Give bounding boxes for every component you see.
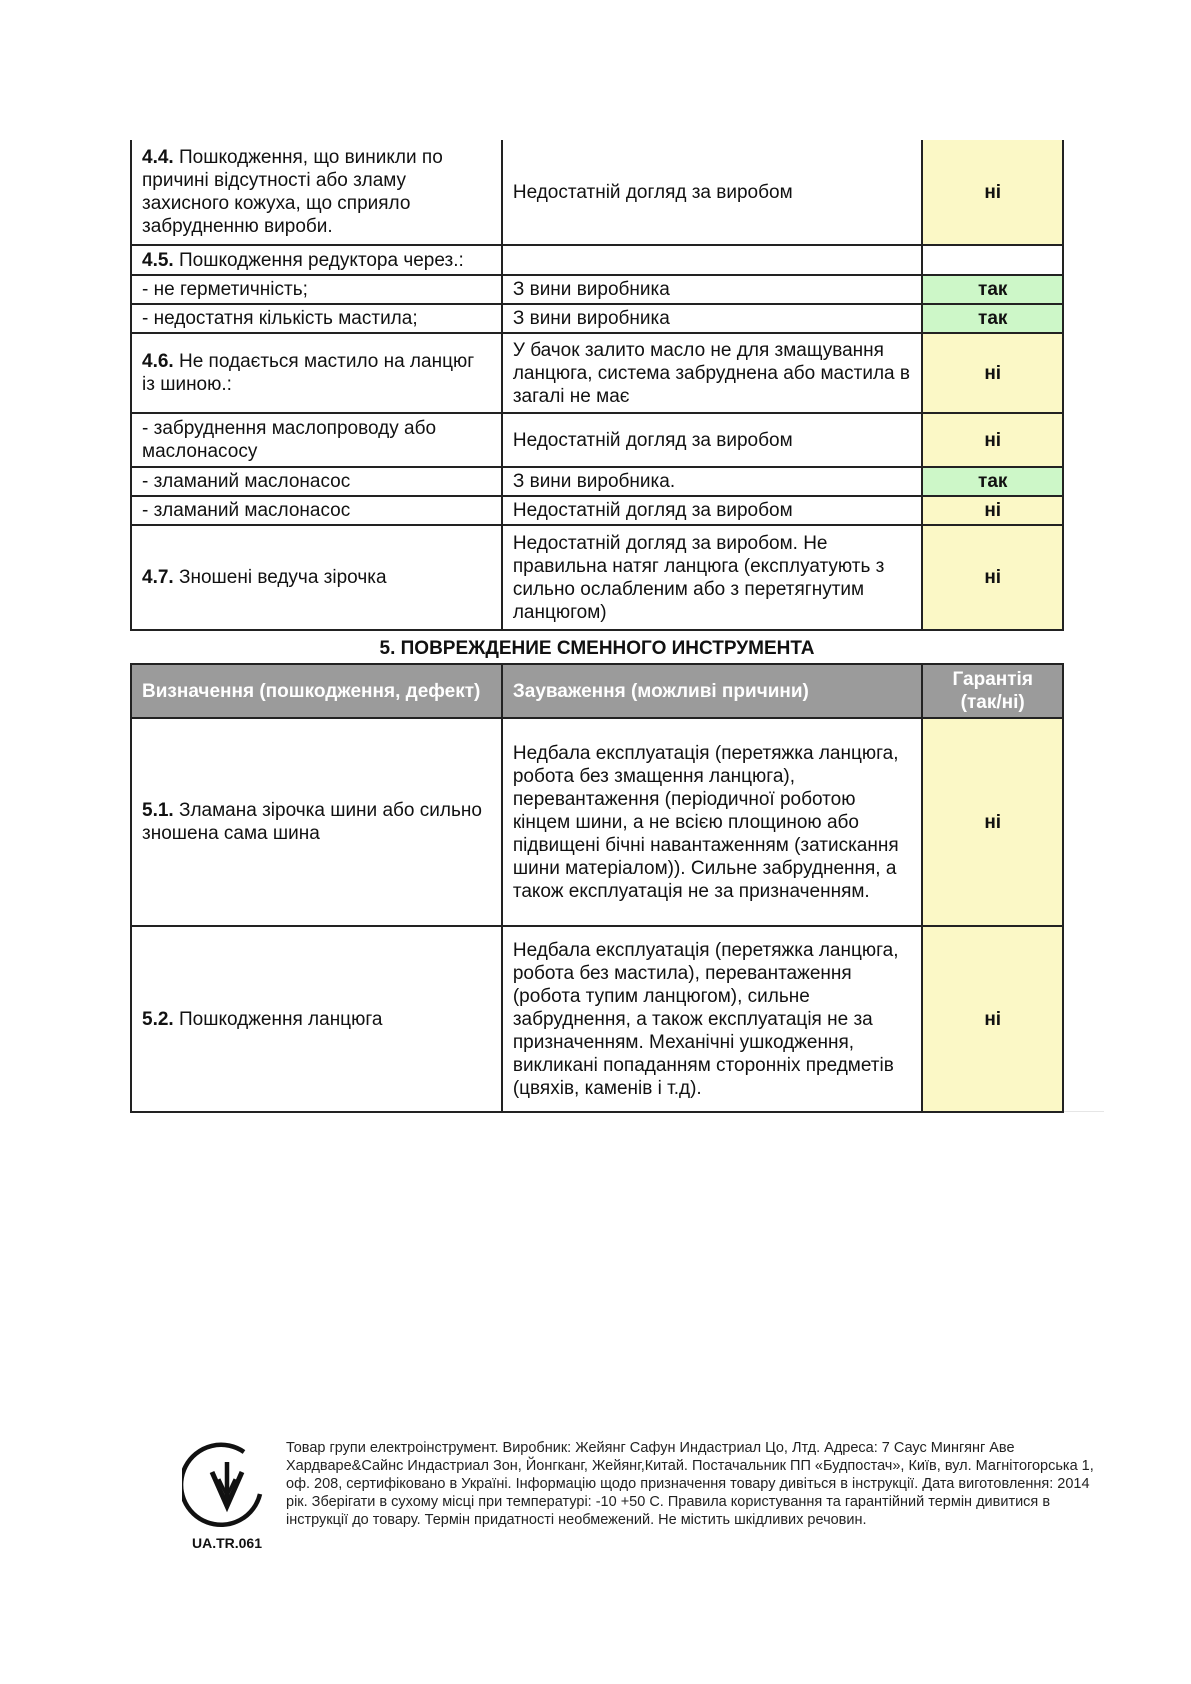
remark-cell: Недостатній догляд за виробом	[502, 140, 923, 245]
defect-cell	[131, 926, 502, 1112]
defect-text: Пошкодження ланцюга	[173, 1008, 383, 1030]
defect-cell	[131, 718, 502, 926]
table-row	[131, 140, 1063, 245]
warranty-cell: так	[922, 304, 1063, 333]
warranty-cell: ні	[922, 926, 1063, 1112]
remark-cell: Недостатній догляд за виробом. Не правильна натяг ланцюга (експлуатують з сильно ослабленим або з перетягнутим ланцюгом)	[502, 525, 923, 630]
footer-text: Товар групи електроінструмент. Виробник: Жейянг Сафун Индастриал Цо, Лтд. Адреса: 7 Саус Мингянг Аве Хардваре&Сайнс Индастриал Зон, Йонгканг, Жейянг,Китай. Постачальник ПП «Будпостач», Київ, вул. Магнітогорська 1, оф. 208, сертифіковано в Україні. Інформацію щодо призначення товару дивіться в інструкції. Дата виготовлення: 2014 рік. Зберігати в сухому місці при температурі: -10 +50 С. Правила користування та гарантійний термін дивитися в інструкції до товару. Термін придатності необмежений. Не містить шкідливих речовин.	[286, 1440, 1094, 1528]
header-remarks: Зауваження (можливі причини)	[502, 664, 923, 718]
header-warranty: Гарантія (так/ні)	[922, 664, 1063, 718]
item-number: 4.7.	[142, 567, 174, 588]
defect-cell	[131, 525, 502, 630]
defect-text: Зламана зірочка шини або сильно зношена сама шина	[142, 800, 482, 844]
table-row	[131, 275, 1063, 304]
warranty-cell: ні	[922, 333, 1063, 413]
table-row	[131, 926, 1063, 1112]
defect-cell	[131, 245, 502, 275]
item-number: 4.5.	[142, 249, 174, 271]
warranty-cell: ні	[922, 525, 1063, 630]
defect-cell	[131, 333, 502, 413]
remark-cell: З вини виробника	[502, 304, 923, 333]
warranty-cell: ні	[922, 496, 1063, 525]
defect-cell: - не герметичність;	[131, 275, 502, 304]
warranty-cell: ні	[922, 413, 1063, 467]
divider	[1064, 1111, 1104, 1112]
warranty-cell: так	[922, 275, 1063, 304]
item-number: 4.6.	[142, 351, 174, 372]
remark-cell: Недостатній догляд за виробом	[502, 413, 923, 467]
item-number: 5.1.	[142, 800, 174, 821]
warranty-cell: ні	[922, 718, 1063, 926]
table-header-row	[131, 664, 1063, 718]
item-number: 4.4.	[142, 147, 174, 168]
item-number: 5.2.	[142, 1008, 174, 1030]
table-row	[131, 333, 1063, 413]
table-row	[131, 718, 1063, 926]
table-row	[131, 304, 1063, 333]
defect-text: Пошкодження редуктора через.:	[173, 249, 464, 271]
ukr-certification-logo	[182, 1434, 272, 1554]
remark-cell	[502, 245, 923, 275]
table-row	[131, 467, 1063, 496]
defect-cell: - зламаний маслонасос	[131, 496, 502, 525]
warranty-cell	[922, 245, 1063, 275]
defect-cell: - недостатня кількість мастила;	[131, 304, 502, 333]
remark-cell: Недбала експлуатація (перетяжка ланцюга, робота без змащення ланцюга), перевантаження (періодичної роботою кінцем шини, а не всією площиною або підвищені бічні навантаженням (затискання шини матеріалом)). Сильне забруднення, а також експлуатація не за призначенням.	[502, 718, 923, 926]
table-row	[131, 525, 1063, 630]
remark-cell: З вини виробника.	[502, 467, 923, 496]
defect-text: Зношені ведуча зірочка	[173, 567, 387, 588]
remark-cell: Недбала експлуатація (перетяжка ланцюга, робота без мастила), перевантаження (робота тупим ланцюгом), сильне забруднення, а також експлуатація не за призначенням. Механічні ушкодження, викликані попаданням сторонніх предметів (цвяхів, каменів і т.д).	[502, 926, 923, 1112]
table-row	[131, 245, 1063, 275]
defects-table-section5	[130, 663, 1064, 1113]
defect-cell: - зламаний маслонасос	[131, 467, 502, 496]
remark-cell: Недостатній догляд за виробом	[502, 496, 923, 525]
defect-text: Пошкодження, що виникли по причині відсутності або зламу захисного кожуха, що сприяло забрудненню вироби.	[142, 147, 443, 237]
remark-cell: У бачок залито масло не для змащування ланцюга, система забруднена або мастила в загалі не має	[502, 333, 923, 413]
warranty-cell: так	[922, 467, 1063, 496]
defect-text: Не подається мастило на ланцюг із шиною.:	[142, 351, 475, 395]
conformity-mark-icon	[182, 1434, 272, 1554]
defects-table-section4	[130, 140, 1064, 631]
defect-cell	[131, 140, 502, 245]
warranty-cell: ні	[922, 140, 1063, 245]
cert-mark-label: UA.TR.061	[191, 1535, 263, 1551]
defect-cell: - забруднення маслопроводу або маслонасосу	[131, 413, 502, 467]
section-title: 5. ПОВРЕЖДЕНИЕ СМЕННОГО ИНСТРУМЕНТА	[379, 638, 815, 659]
header-definition: Визначення (пошкодження, дефект)	[131, 664, 502, 718]
table-row	[131, 496, 1063, 525]
table-row	[131, 413, 1063, 467]
remark-cell: З вини виробника	[502, 275, 923, 304]
